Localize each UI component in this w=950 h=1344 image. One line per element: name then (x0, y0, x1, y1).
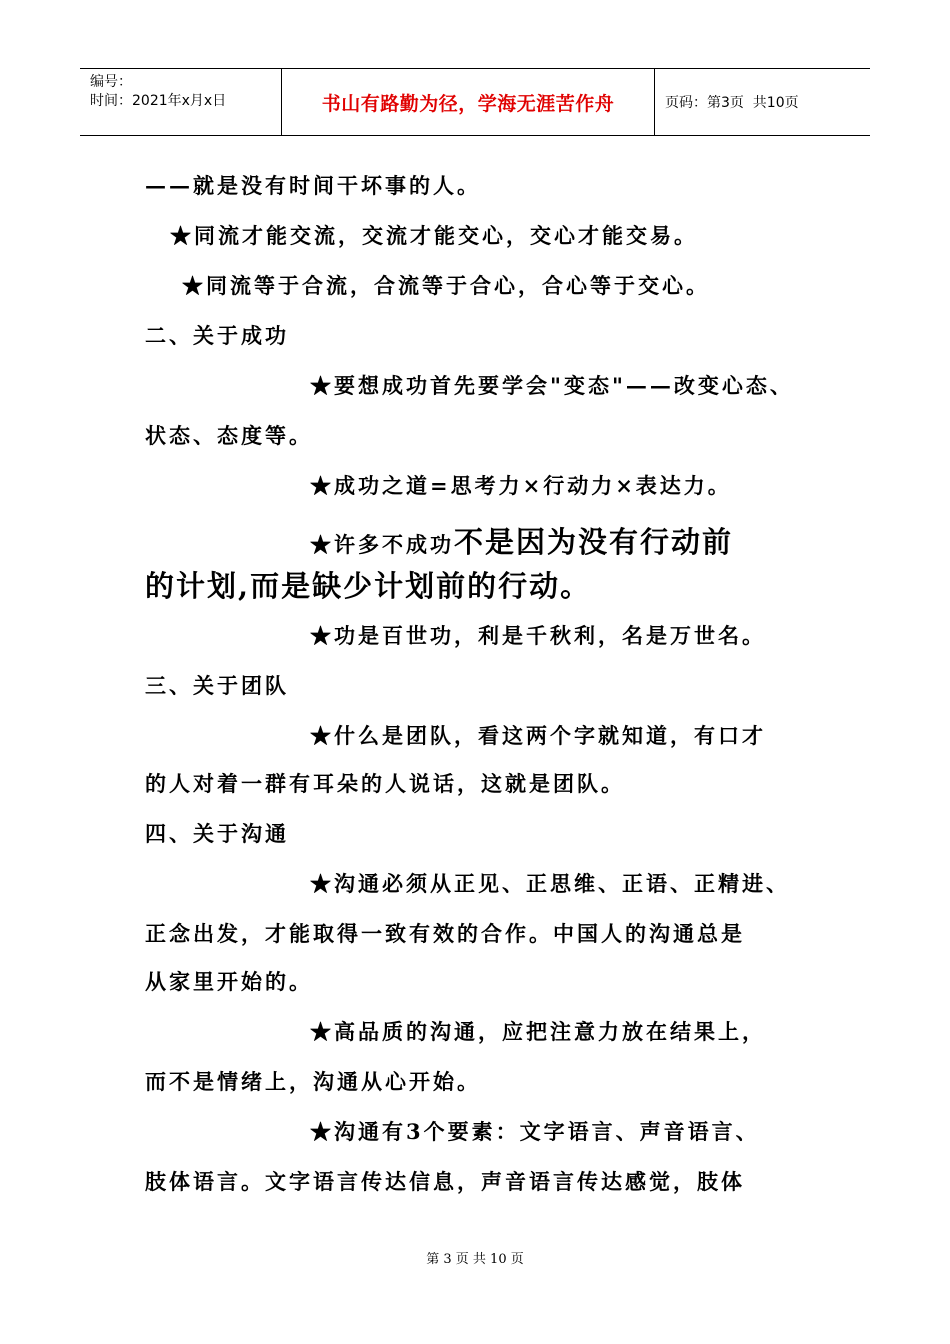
text-line-part-large: 不是因为没有行动前 (454, 525, 734, 559)
text-line: ★要想成功首先要学会"变态"——改变心态、 (310, 373, 794, 398)
document-code-label: 编号： (90, 74, 132, 90)
text-line: 而不是情绪上，沟通从心开始。 (145, 1069, 481, 1094)
section-heading-communication: 四、关于沟通 (145, 821, 289, 846)
text-line: 肢体语言。文字语言传达信息，声音语言传达感觉，肢体 (145, 1169, 745, 1194)
page-footer: 第 3 页 共 10 页 (426, 1252, 524, 1267)
text-line: ★高品质的沟通，应把注意力放在结果上， (310, 1019, 766, 1044)
text-line (310, 520, 733, 561)
text-line: ★同流才能交流，交流才能交心，交心才能交易。 (170, 223, 698, 248)
text-line: ★同流等于合流，合流等于合心，合心等于交心。 (182, 273, 710, 298)
header-meta-cell (80, 69, 282, 135)
section-heading-success: 二、关于成功 (145, 323, 289, 348)
text-line: 的人对着一群有耳朵的人说话，这就是团队。 (145, 771, 625, 796)
text-line: 正念出发，才能取得一致有效的合作。中国人的沟通总是 (145, 921, 745, 946)
text-line: ★沟通有3个要素：文字语言、声音语言、 (310, 1119, 760, 1144)
text-line: 状态、态度等。 (145, 423, 313, 448)
document-date-label: 时间：2021年x月x日 (90, 93, 227, 109)
header-motto: 书山有路勤为径，学海无涯苦作舟 (282, 69, 655, 135)
text-line: 从家里开始的。 (145, 969, 313, 994)
text-line-part: ★许多不成功 (310, 532, 454, 557)
text-line: ★功是百世功，利是千秋利，名是万世名。 (310, 623, 766, 648)
text-line: ★成功之道=思考力×行动力×表达力。 (310, 473, 732, 498)
header-page-info: 页码：第3页 共10页 (665, 95, 799, 111)
text-line: ——就是没有时间干坏事的人。 (145, 173, 481, 198)
text-line: ★沟通必须从正见、正思维、正语、正精进、 (310, 871, 790, 896)
text-line-large: 的计划,而是缺少计划前的行动。 (145, 569, 592, 603)
section-heading-team: 三、关于团队 (145, 673, 289, 698)
text-line: ★什么是团队，看这两个字就知道，有口才 (310, 723, 766, 748)
page-header-table (80, 68, 870, 136)
